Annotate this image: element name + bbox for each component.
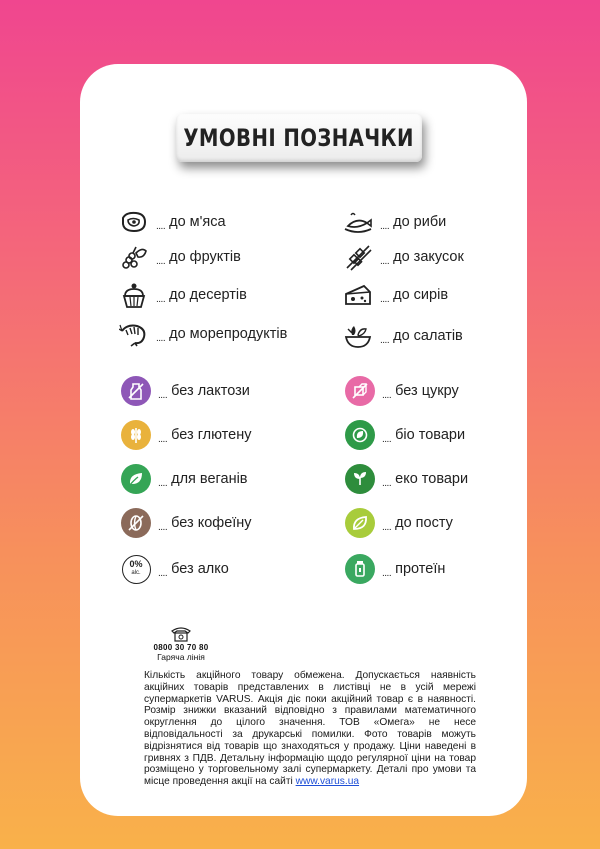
title-plate xyxy=(176,114,422,162)
page-title: УМОВНІ ПОЗНАЧКИ xyxy=(183,124,415,152)
legend-item-snacks: .... до закусок xyxy=(342,241,464,273)
legend-item-fruit: .... до фруктів xyxy=(118,241,241,273)
phone-icon xyxy=(170,626,192,642)
hotline-caption: Гаряча лінія xyxy=(157,652,205,662)
legend-item-no-lactose: .... без лактози xyxy=(120,375,250,407)
legend-label: без глютену xyxy=(171,427,252,443)
legend-item-fish: .... до риби xyxy=(342,206,446,238)
no-sugar-icon xyxy=(344,375,376,407)
no-alcohol-icon: 0% alc. xyxy=(120,553,152,585)
disclaimer xyxy=(144,670,476,788)
shrimp-icon xyxy=(118,318,150,350)
legend-item-gluten-free: .... без глютену xyxy=(120,419,251,451)
legend-item-protein: .... протеїн xyxy=(344,553,445,585)
legend-label: до закусок xyxy=(393,249,464,265)
legend-item-vegan: .... для веганів xyxy=(120,463,248,495)
legend-label: до м'яса xyxy=(169,214,226,230)
legend-label: без цукру xyxy=(395,383,459,399)
legend-label: до десертів xyxy=(169,287,247,303)
legend-item-cheese: .... до сирів xyxy=(342,279,448,311)
legend-label: для веганів xyxy=(171,471,248,487)
disclaimer-text: Кількість акційного товару обмежена. Допускається наявність акційних товарів представлених в листівці не в усій мережі супермаркетів VARUS. Акція діє поки акційний товар є в наявності. Розмір знижки вказаний відповідно з правилами математичного округлення до цілого значення. ТОВ «Омега» не несе відповідальності за друкарські помилки. Фото товарів можуть відрізнятися від товарів що знаходяться у продажу. Ціни наведені в гривнях з ПДВ. Детальну інформацію щодо регулярної ціни на товар розміщено у торговельному залі супермаркету. Деталі про умови та місце проведення акції на сайті xyxy=(144,670,476,788)
lent-icon xyxy=(344,507,376,539)
hotline-number[interactable]: 0800 30 70 80 xyxy=(153,643,209,652)
salad-icon xyxy=(342,320,374,352)
legend-label: протеїн xyxy=(395,561,446,577)
legend-card xyxy=(80,64,527,816)
legend-item-eco: .... еко товари xyxy=(344,463,468,495)
legend-item-no-caffeine: .... без кофеїну xyxy=(120,507,252,539)
legend-item-seafood: .... до морепродуктів xyxy=(118,318,287,350)
legend-label: еко товари xyxy=(395,471,469,487)
legend-item-salad: .... до салатів xyxy=(342,320,463,352)
legend-label: без кофеїну xyxy=(171,515,252,531)
hotline xyxy=(146,626,216,662)
legend-label: до сирів xyxy=(393,287,449,303)
legend-label: до морепродуктів xyxy=(169,326,288,342)
legend-item-no-alcohol: 0% alc. .... без алко xyxy=(120,553,229,585)
meat-icon xyxy=(118,206,150,238)
legend-label: до фруктів xyxy=(169,249,241,265)
no-lactose-icon xyxy=(120,375,152,407)
bio-icon xyxy=(344,419,376,451)
eco-icon xyxy=(344,463,376,495)
protein-icon xyxy=(344,553,376,585)
fish-icon xyxy=(342,206,374,238)
legend-label: до салатів xyxy=(393,328,463,344)
cheese-icon xyxy=(342,279,374,311)
site-link[interactable]: www.varus.ua xyxy=(295,776,360,788)
fruit-icon xyxy=(118,241,150,273)
dessert-icon xyxy=(118,279,150,311)
no-caffeine-icon xyxy=(120,507,152,539)
skewer-icon xyxy=(342,241,374,273)
legend-label: біо товари xyxy=(395,427,466,443)
gluten-free-icon xyxy=(120,419,152,451)
legend-item-bio: .... біо товари xyxy=(344,419,465,451)
legend-label: до посту xyxy=(395,515,453,531)
legend-item-lent: .... до посту xyxy=(344,507,453,539)
legend-item-dessert: .... до десертів xyxy=(118,279,247,311)
legend-item-no-sugar: .... без цукру xyxy=(344,375,459,407)
vegan-icon xyxy=(120,463,152,495)
legend-label: без лактози xyxy=(171,383,250,399)
legend-label: до риби xyxy=(393,214,447,230)
legend-label: без алко xyxy=(171,561,229,577)
legend-item-meat: .... до м'яса xyxy=(118,206,226,238)
